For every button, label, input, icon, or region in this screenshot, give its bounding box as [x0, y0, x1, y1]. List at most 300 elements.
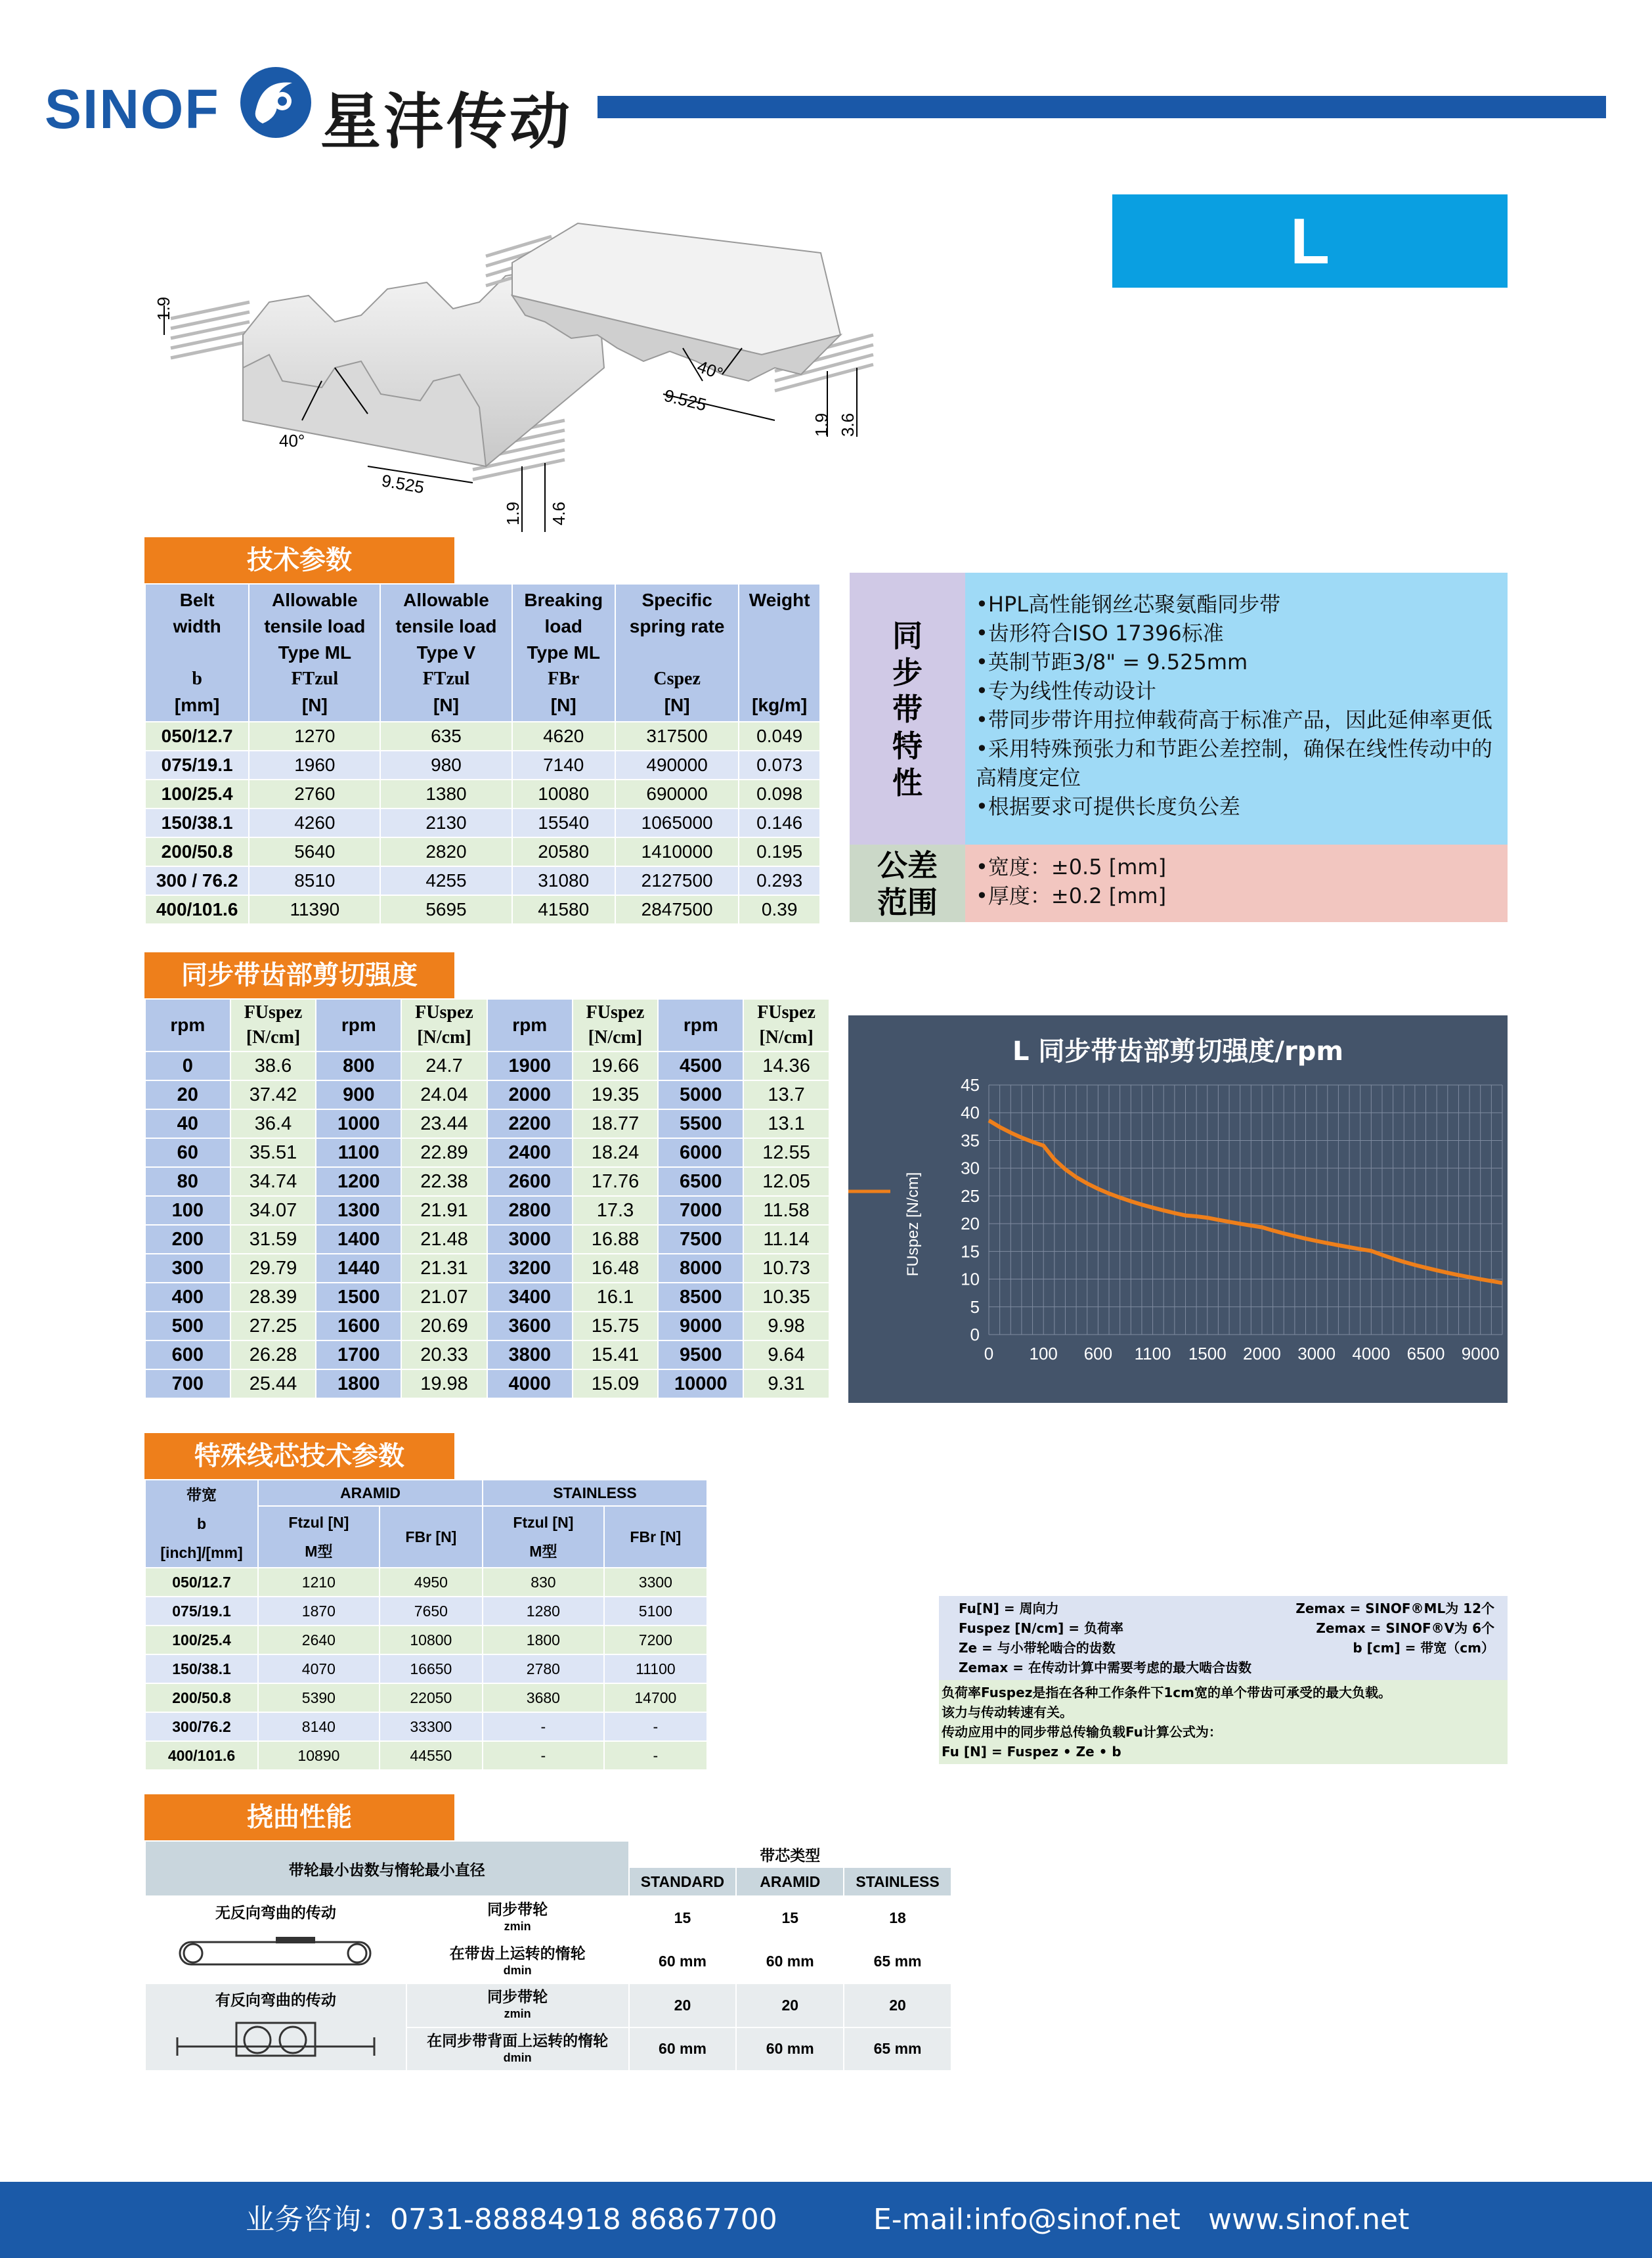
tech-header-2-l5: [N] [433, 695, 459, 715]
chart-xtick: 600 [1083, 1344, 1113, 1363]
flex-table [144, 1840, 952, 2071]
core-cell: 7200 [604, 1626, 707, 1654]
tech-cell: 050/12.7 [145, 722, 249, 751]
flex-value-cell: 60 mm [629, 2027, 737, 2071]
shear-value-cell: 9.64 [743, 1340, 829, 1369]
chart-ytick: 35 [961, 1130, 980, 1151]
core-cell: - [604, 1741, 707, 1770]
shear-value-cell: 27.25 [230, 1312, 316, 1340]
chart-xtick: 1500 [1188, 1344, 1227, 1363]
shear-rpm-cell: 20 [145, 1080, 230, 1109]
tech-cell: 980 [380, 751, 511, 780]
shear-rpm-cell: 60 [145, 1138, 230, 1167]
flex-item-name: 同步带轮 [487, 1988, 548, 2006]
chart-ytick: 40 [961, 1103, 980, 1123]
tech-cell: 0.073 [739, 751, 820, 780]
tech-cell: 4255 [380, 866, 511, 895]
tech-header-0 [145, 584, 249, 722]
core-cell: 1870 [258, 1597, 380, 1626]
tech-cell: 0.098 [739, 780, 820, 808]
legend-line [946, 1599, 1501, 1618]
core-h-width-2: b [196, 1515, 207, 1532]
legend-line [946, 1638, 1501, 1658]
legend-left: Zemax = 在传动计算中需要考虑的最大啮合齿数 [959, 1660, 1251, 1675]
chart-ytick: 45 [961, 1075, 980, 1095]
shear-rpm-cell: 2400 [487, 1138, 573, 1167]
tech-header-4-l1: Specific [641, 590, 712, 610]
core-cell: 44550 [380, 1741, 483, 1770]
core-cell: 7650 [380, 1597, 483, 1626]
chart-ytick: 25 [961, 1185, 980, 1206]
belt-diagram [144, 204, 900, 545]
core-cell: - [483, 1712, 604, 1741]
shear-value-cell: 17.3 [573, 1196, 659, 1225]
formula-note [939, 1680, 1508, 1764]
shear-rpm-cell: 7500 [658, 1225, 743, 1254]
tech-cell: 2127500 [615, 866, 739, 895]
core-cell: 2640 [258, 1626, 380, 1654]
shear-rpm-cell: 6500 [658, 1167, 743, 1196]
tech-cell: 200/50.8 [145, 837, 249, 866]
shear-rpm-cell: 4500 [658, 1052, 743, 1080]
shear-value-cell: 24.04 [401, 1080, 487, 1109]
legend-left: Fuspez [N/cm] = 负荷率 [959, 1620, 1123, 1636]
shear-value-cell: 36.4 [230, 1109, 316, 1138]
flex-value-cell: 65 mm [844, 2027, 951, 2071]
shear-value-cell: 21.91 [401, 1196, 487, 1225]
tech-header-4-l5: [N] [664, 695, 690, 715]
tech-row [145, 751, 820, 780]
shear-rpm-cell: 1600 [316, 1312, 401, 1340]
profile-label: L [1112, 194, 1508, 288]
shear-header-fu [573, 999, 659, 1052]
flex-item-name: 同步带轮 [487, 1901, 548, 1918]
tech-header-4 [615, 584, 739, 722]
shear-header-fu [401, 999, 487, 1052]
legend-left: Ze = 与小带轮啮合的齿数 [959, 1640, 1116, 1656]
shear-rpm-cell: 1500 [316, 1283, 401, 1312]
flex-group-label: 无反向弯曲的传动 [215, 1904, 336, 1921]
footer-website[interactable]: www.sinof.net [1208, 2203, 1410, 2236]
shear-rpm-cell: 200 [145, 1225, 230, 1254]
shear-rpm-cell: 8500 [658, 1283, 743, 1312]
tech-cell: 1960 [249, 751, 380, 780]
flex-header-main: 带轮最小齿数与惰轮最小直径 [145, 1841, 629, 1896]
flex-item-sub: zmin [504, 2007, 531, 2021]
shear-value-cell: 15.41 [573, 1340, 659, 1369]
shear-row [145, 1138, 829, 1167]
tech-header-5-l1: Weight [749, 590, 810, 610]
core-cell: 3680 [483, 1683, 604, 1712]
shear-value-cell: 29.79 [230, 1254, 316, 1283]
core-table [144, 1479, 708, 1771]
core-header-width [145, 1480, 258, 1568]
core-cell: 11100 [604, 1654, 707, 1683]
tech-header-3-l5: [N] [550, 695, 576, 715]
shear-value-cell: 11.58 [743, 1196, 829, 1225]
shear-header-fu-unit: [N/cm] [417, 1027, 471, 1048]
core-row [145, 1741, 707, 1770]
core-cell: - [483, 1741, 604, 1770]
shear-header-fu-name: FUspez [757, 1002, 815, 1023]
tolerance-list [965, 845, 1508, 922]
shear-rpm-cell: 3200 [487, 1254, 573, 1283]
tech-cell: 0.39 [739, 895, 820, 924]
feature-item: •齿形符合ISO 17396标准 [976, 621, 1224, 646]
shear-value-cell: 19.66 [573, 1052, 659, 1080]
legend-line [946, 1618, 1501, 1638]
core-cell: 830 [483, 1568, 604, 1597]
flex-group-label: 有反向弯曲的传动 [215, 1991, 336, 2008]
tech-cell: 4260 [249, 808, 380, 837]
shear-rpm-cell: 300 [145, 1254, 230, 1283]
note-line: 负荷率Fuspez是指在各种工作条件下1cm宽的单个带齿可承受的最大负载。 [942, 1685, 1391, 1700]
tech-row [145, 866, 820, 895]
core-cell: 4070 [258, 1654, 380, 1683]
shear-value-cell: 16.48 [573, 1254, 659, 1283]
tech-cell: 0.293 [739, 866, 820, 895]
core-cell: 16650 [380, 1654, 483, 1683]
shear-row [145, 1340, 829, 1369]
tech-cell: 100/25.4 [145, 780, 249, 808]
shear-rpm-cell: 0 [145, 1052, 230, 1080]
shear-rpm-cell: 6000 [658, 1138, 743, 1167]
core-cell: 3300 [604, 1568, 707, 1597]
shear-value-cell: 13.7 [743, 1080, 829, 1109]
tech-header-0-l1: Belt [179, 590, 215, 610]
shear-rpm-cell: 10000 [658, 1369, 743, 1398]
core-cell: 400/101.6 [145, 1741, 258, 1770]
flex-group-cell [145, 1896, 406, 1983]
tech-cell: 7140 [512, 751, 615, 780]
tech-header-0-l4: b [192, 669, 202, 689]
shear-value-cell: 38.6 [230, 1052, 316, 1080]
tech-row [145, 895, 820, 924]
shear-rpm-cell: 1800 [316, 1369, 401, 1398]
shear-header-rpm: rpm [145, 999, 230, 1052]
core-cell: - [604, 1712, 707, 1741]
feature-item: •采用特殊预张力和节距公差控制，确保在线性传动中的 [976, 736, 1492, 761]
flex-item-sub: zmin [504, 1920, 531, 1934]
shear-row [145, 1109, 829, 1138]
chart-xtick: 100 [1029, 1344, 1058, 1363]
tech-header-3-l1: Breaking [524, 590, 603, 610]
flex-col-header: STAINLESS [844, 1867, 951, 1896]
tech-header-1-l4: FTzul [291, 669, 339, 689]
shear-value-cell: 11.14 [743, 1225, 829, 1254]
shear-rpm-cell: 1900 [487, 1052, 573, 1080]
core-cell: 8140 [258, 1712, 380, 1741]
shear-value-cell: 20.69 [401, 1312, 487, 1340]
core-cell: 5100 [604, 1597, 707, 1626]
shear-value-cell: 18.77 [573, 1109, 659, 1138]
flex-item-cell [406, 2027, 629, 2071]
core-h-ftzul-s [483, 1506, 604, 1568]
shear-rpm-cell: 2800 [487, 1196, 573, 1225]
tech-row [145, 722, 820, 751]
core-cell: 10890 [258, 1741, 380, 1770]
tech-cell: 1380 [380, 780, 511, 808]
chart-xtick: 4000 [1352, 1344, 1391, 1363]
shear-value-cell: 10.35 [743, 1283, 829, 1312]
flex-row [145, 1896, 951, 1940]
features-label-char: 同 [892, 618, 923, 653]
legend-left: Fu[N] = 周向力 [959, 1601, 1059, 1616]
flex-value-cell: 60 mm [629, 1940, 737, 1984]
tech-header-2-l2: tensile load [395, 616, 497, 636]
tolerance-label-2: 范围 [877, 885, 938, 920]
dim-angle-right: 40° [694, 356, 726, 384]
tech-header-5-l2 [741, 613, 818, 640]
shear-rpm-cell: 900 [316, 1080, 401, 1109]
core-header-aramid: ARAMID [258, 1480, 483, 1506]
tech-header-5-l5: [kg/m] [752, 695, 808, 715]
tech-cell: 0.049 [739, 722, 820, 751]
feature-item: 高精度定位 [976, 765, 1081, 790]
tech-cell: 400/101.6 [145, 895, 249, 924]
note-line: Fu [N] = Fuspez • Ze • b [942, 1744, 1121, 1760]
shear-rpm-cell: 5000 [658, 1080, 743, 1109]
core-h-ftzul-s1: Ftzul [N] [513, 1514, 574, 1531]
features-list [965, 573, 1508, 845]
tech-cell: 20580 [512, 837, 615, 866]
chart-ytick: 30 [961, 1158, 980, 1178]
chart-xtick: 1100 [1134, 1344, 1171, 1363]
drive-reverse-icon [164, 2014, 387, 2066]
logo-swirl-icon [236, 63, 315, 142]
shear-value-cell: 37.42 [230, 1080, 316, 1109]
core-header-stainless: STAINLESS [483, 1480, 707, 1506]
shear-row [145, 1312, 829, 1340]
shear-rpm-cell: 2600 [487, 1167, 573, 1196]
shear-value-cell: 14.36 [743, 1052, 829, 1080]
shear-rpm-cell: 3400 [487, 1283, 573, 1312]
core-cell: 1210 [258, 1568, 380, 1597]
flex-item-sub: dmin [503, 1963, 532, 1977]
core-h-width-3: [inch]/[mm] [160, 1544, 243, 1561]
tech-header-1 [249, 584, 380, 722]
shear-value-cell: 16.1 [573, 1283, 659, 1312]
tech-header-0-l3 [147, 640, 247, 666]
shear-rpm-cell: 1400 [316, 1225, 401, 1254]
logo-chinese-name: 星沣传动 [320, 87, 573, 157]
shear-row [145, 1254, 829, 1283]
shear-rpm-cell: 1200 [316, 1167, 401, 1196]
shear-rpm-cell: 9500 [658, 1340, 743, 1369]
features-label-char: 性 [892, 765, 923, 801]
tolerance-label-1: 公差 [877, 848, 938, 883]
shear-row [145, 1167, 829, 1196]
feature-item: •专为线性传动设计 [976, 678, 1156, 703]
tech-cell: 10080 [512, 780, 615, 808]
tech-row [145, 780, 820, 808]
footer [0, 2182, 1652, 2258]
flex-value-cell: 60 mm [736, 2027, 844, 2071]
shear-row [145, 1283, 829, 1312]
tech-cell: 2847500 [615, 895, 739, 924]
core-row [145, 1683, 707, 1712]
shear-value-cell: 35.51 [230, 1138, 316, 1167]
tech-cell: 635 [380, 722, 511, 751]
shear-header-fu [743, 999, 829, 1052]
flex-value-cell: 20 [736, 1983, 844, 2027]
tech-header-3-l4: FBr [548, 669, 580, 689]
tech-header-3 [512, 584, 615, 722]
core-cell: 075/19.1 [145, 1597, 258, 1626]
chart-xtick: 3000 [1297, 1344, 1336, 1363]
chart-ytick: 15 [961, 1241, 980, 1262]
flex-group-cell [145, 1983, 406, 2071]
tech-row [145, 837, 820, 866]
core-row [145, 1568, 707, 1597]
flex-value-cell: 18 [844, 1896, 951, 1940]
dim-pitch-right: 9.525 [662, 385, 708, 415]
shear-value-cell: 34.07 [230, 1196, 316, 1225]
tech-cell: 1065000 [615, 808, 739, 837]
footer-email[interactable]: E-mail:info@sinof.net [873, 2203, 1181, 2236]
shear-header-fu-name: FUspez [415, 1002, 473, 1023]
feature-item: •根据要求可提供长度负公差 [976, 794, 1240, 819]
core-cell: 1800 [483, 1626, 604, 1654]
flex-item-cell [406, 1940, 629, 1984]
shear-value-cell: 13.1 [743, 1109, 829, 1138]
flex-title: 挠曲性能 [144, 1794, 454, 1840]
note-line: 该力与传动转速有关。 [942, 1704, 1073, 1720]
shear-value-cell: 31.59 [230, 1225, 316, 1254]
chart-xtick: 9000 [1461, 1344, 1500, 1363]
features-label-char: 带 [892, 692, 923, 727]
core-cell: 14700 [604, 1683, 707, 1712]
tolerance-label-cell [850, 845, 965, 922]
core-cell: 5390 [258, 1683, 380, 1712]
shear-value-cell: 19.35 [573, 1080, 659, 1109]
flex-item-cell [406, 1983, 629, 2027]
shear-header-fu [230, 999, 316, 1052]
tech-header-2-l4: FTzul [422, 669, 470, 689]
tech-cell: 11390 [249, 895, 380, 924]
shear-value-cell: 21.48 [401, 1225, 487, 1254]
core-cell: 1280 [483, 1597, 604, 1626]
core-cell: 150/38.1 [145, 1654, 258, 1683]
shear-value-cell: 12.05 [743, 1167, 829, 1196]
shear-rpm-cell: 600 [145, 1340, 230, 1369]
shear-value-cell: 20.33 [401, 1340, 487, 1369]
tech-header-3-l3: Type ML [527, 642, 600, 663]
shear-value-cell: 34.74 [230, 1167, 316, 1196]
tech-cell: 0.146 [739, 808, 820, 837]
shear-value-cell: 26.28 [230, 1340, 316, 1369]
tech-cell: 5695 [380, 895, 511, 924]
shear-rpm-cell: 1440 [316, 1254, 401, 1283]
chart-xtick: 2000 [1243, 1344, 1281, 1363]
core-h-ftzul-s2: M型 [529, 1543, 557, 1560]
shear-rpm-cell: 3000 [487, 1225, 573, 1254]
features-label-char: 步 [892, 655, 923, 690]
tech-header-3-l2: load [544, 616, 583, 636]
flex-col-header: ARAMID [736, 1867, 844, 1896]
chart-ytick: 10 [961, 1269, 980, 1289]
core-row [145, 1654, 707, 1683]
tech-cell: 2760 [249, 780, 380, 808]
tech-header-2 [380, 584, 511, 722]
tech-cell: 1410000 [615, 837, 739, 866]
shear-value-cell: 22.38 [401, 1167, 487, 1196]
shear-value-cell: 9.98 [743, 1312, 829, 1340]
core-row [145, 1712, 707, 1741]
tech-cell: 4620 [512, 722, 615, 751]
tech-header-2-l3: Type V [416, 642, 476, 663]
flex-value-cell: 20 [844, 1983, 951, 2027]
shear-header-fu-unit: [N/cm] [246, 1027, 301, 1048]
shear-value-cell: 15.09 [573, 1369, 659, 1398]
core-cell: 4950 [380, 1568, 483, 1597]
legend-line [946, 1658, 1501, 1677]
dim-angle-left: 40° [279, 431, 305, 451]
core-h-ftzul-a [258, 1506, 380, 1568]
legend-right: b [cm] = 带宽（cm） [1353, 1640, 1494, 1656]
shear-rpm-cell: 1700 [316, 1340, 401, 1369]
shear-rpm-cell: 2200 [487, 1109, 573, 1138]
shear-value-cell: 25.44 [230, 1369, 316, 1398]
shear-header-fu-name: FUspez [244, 1002, 303, 1023]
tech-header-0-l2: width [173, 616, 221, 636]
shear-row [145, 1196, 829, 1225]
core-h-fbr-a: FBr [N] [380, 1506, 483, 1568]
shear-value-cell: 10.73 [743, 1254, 829, 1283]
feature-item: •HPL高性能钢丝芯聚氨酯同步带 [976, 592, 1281, 617]
shear-header-rpm: rpm [487, 999, 573, 1052]
flex-item-cell [406, 1896, 629, 1940]
core-cell: 200/50.8 [145, 1683, 258, 1712]
drive-no-reverse-icon [164, 1926, 387, 1979]
shear-rpm-cell: 8000 [658, 1254, 743, 1283]
tech-cell: 15540 [512, 808, 615, 837]
tech-cell: 690000 [615, 780, 739, 808]
shear-rpm-cell: 1300 [316, 1196, 401, 1225]
shear-value-cell: 19.98 [401, 1369, 487, 1398]
feature-item: •英制节距3/8" = 9.525mm [976, 650, 1248, 675]
core-h-width-1: 带宽 [186, 1486, 217, 1503]
tech-cell: 490000 [615, 751, 739, 780]
flex-header-type: 带芯类型 [629, 1841, 951, 1867]
legend-right: Zemax = SINOF®V为 6个 [1316, 1620, 1494, 1636]
shear-rpm-cell: 3800 [487, 1340, 573, 1369]
tech-cell: 31080 [512, 866, 615, 895]
tech-cell: 2130 [380, 808, 511, 837]
shear-rpm-cell: 400 [145, 1283, 230, 1312]
dim-pitch-left: 9.525 [380, 470, 426, 498]
core-h-ftzul-a2: M型 [305, 1543, 333, 1560]
tech-header-4-l2: spring rate [629, 616, 725, 636]
shear-title: 同步带齿部剪切强度 [144, 952, 454, 998]
chart-xtick: 6500 [1406, 1344, 1445, 1363]
tech-cell: 5640 [249, 837, 380, 866]
shear-row [145, 1080, 829, 1109]
tech-header-4-l4: Cspez [653, 669, 701, 689]
tolerance-thickness: •厚度：±0.2 [mm] [976, 883, 1167, 908]
core-cell: 100/25.4 [145, 1626, 258, 1654]
tech-header-row [145, 584, 820, 722]
tech-title: 技术参数 [144, 537, 454, 583]
flex-col-header: STANDARD [629, 1867, 737, 1896]
dim-total-right: 3.6 [838, 412, 858, 437]
tech-cell: 150/38.1 [145, 808, 249, 837]
shear-rpm-cell: 7000 [658, 1196, 743, 1225]
shear-value-cell: 9.31 [743, 1369, 829, 1398]
shear-rpm-cell: 100 [145, 1196, 230, 1225]
chart-xtick: 0 [984, 1344, 994, 1363]
shear-chart [848, 1015, 1508, 1403]
